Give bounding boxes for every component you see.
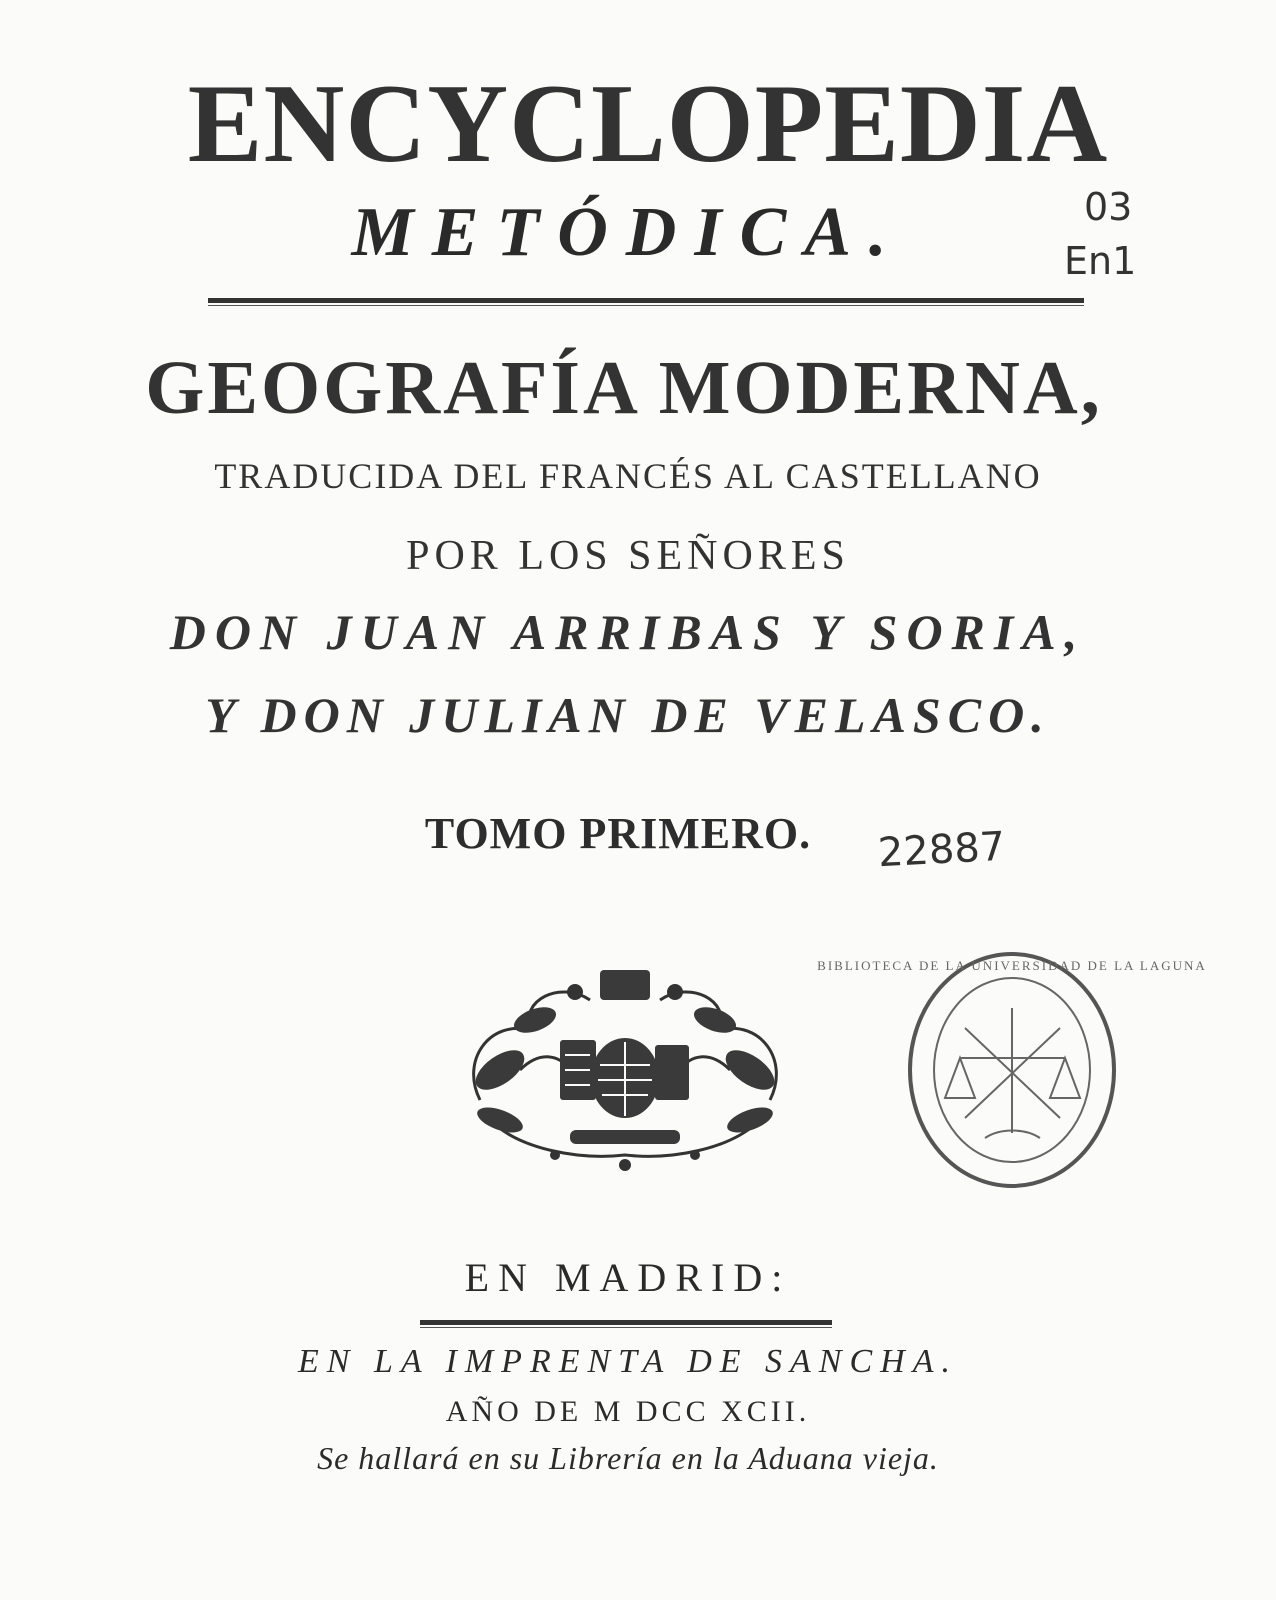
work-title: GEOGRAFÍA MODERNA, bbox=[145, 346, 1103, 430]
imprint-printer: EN LA IMPRENTA DE SANCHA. bbox=[298, 1343, 958, 1380]
handwritten-shelf-mark-1: 03 bbox=[1084, 185, 1133, 229]
volume-label: TOMO PRIMERO. bbox=[424, 809, 812, 858]
printers-ornament-icon bbox=[460, 960, 790, 1175]
imprint-year: AÑO DE M DCC XCII. bbox=[445, 1395, 811, 1428]
translation-note: TRADUCIDA DEL FRANCÉS AL CASTELLANO bbox=[214, 456, 1042, 496]
imprint-sale-note: Se hallará en su Librería en la Aduana vieja. bbox=[317, 1440, 939, 1476]
handwritten-inventory-number: 22887 bbox=[876, 823, 1007, 877]
main-title: ENCYCLOPEDIA bbox=[187, 62, 1109, 186]
library-stamp-icon bbox=[817, 948, 1207, 1193]
handwritten-shelf-mark-2: En1 bbox=[1064, 239, 1137, 283]
imprint-city: EN MADRID: bbox=[464, 1255, 792, 1300]
translators-intro: POR LOS SEÑORES bbox=[406, 533, 850, 579]
title-subline: METÓDICA. bbox=[351, 194, 905, 271]
title-divider bbox=[208, 298, 1084, 306]
translator-name-2: Y DON JULIAN DE VELASCO. bbox=[205, 687, 1051, 743]
imprint-divider bbox=[420, 1320, 832, 1328]
translator-name-1: DON JUAN ARRIBAS Y SORIA, bbox=[169, 604, 1087, 660]
stamp-text: BIBLIOTECA DE LA UNIVERSIDAD DE LA LAGUNA bbox=[817, 958, 1207, 973]
